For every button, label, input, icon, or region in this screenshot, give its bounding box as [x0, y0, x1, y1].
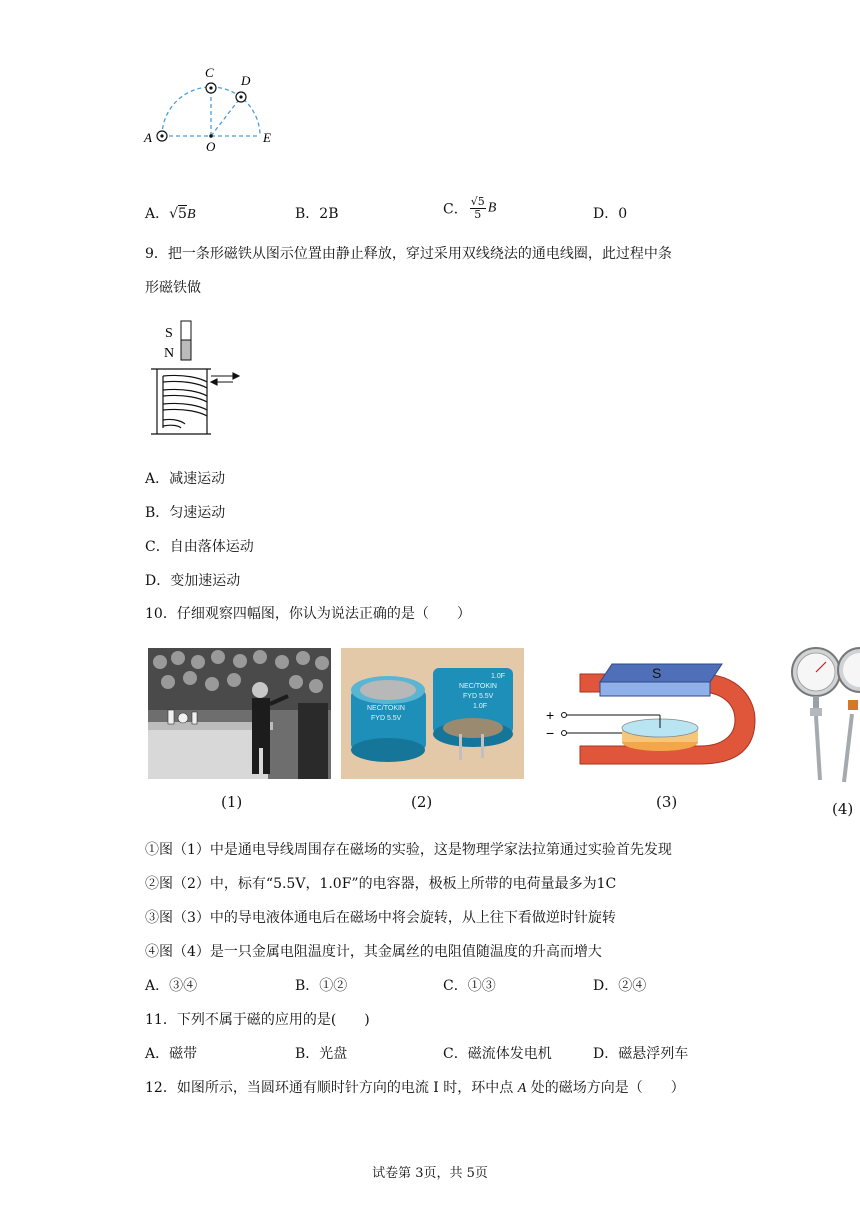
q10-option-c[interactable]: C．①③ [443, 978, 496, 994]
label-d: D [241, 73, 251, 88]
q9-option-b[interactable]: B．匀速运动 [145, 505, 226, 521]
wire-a-symbol [157, 131, 167, 141]
fraction: $\frac{√5}{5}$ [470, 195, 485, 221]
thermometer-right [838, 648, 860, 782]
svg-text:1.0F: 1.0F [473, 703, 488, 710]
q8-option-c[interactable]: C． $\frac{√5}{5}$ B [443, 195, 497, 221]
q10-statement-4: ④图（4）是一只金属电阻温度计，其金属丝的电阻值随温度的升高而增大 [145, 944, 602, 960]
svg-text:FYD 5.5V: FYD 5.5V [371, 715, 402, 722]
wire-c-symbol [206, 83, 216, 93]
q10-caption-4: (4) [832, 800, 854, 818]
point-o [209, 134, 213, 138]
thermometer-left [792, 648, 840, 780]
q10-image-4-thermometers [786, 644, 860, 784]
q11-option-b[interactable]: B．光盘 [295, 1046, 348, 1062]
label-o: O [206, 139, 216, 154]
label-a: A [144, 130, 152, 145]
magnet-s-label: S [165, 326, 173, 341]
q11-option-a[interactable]: A．磁带 [145, 1046, 198, 1062]
q12-stem: 12．如图所示，当圆环通有顺时针方向的电流 I 时，环中点 A 处的磁场方向是（ ） [145, 1080, 685, 1096]
current-arrows [211, 373, 239, 385]
svg-text:FYD 5.5V: FYD 5.5V [463, 693, 494, 700]
q8-figure [140, 62, 290, 157]
q9-stem-line1: 9．把一条形磁铁从图示位置由静止释放，穿过采用双线绕法的通电线圈，此过程中条 [145, 246, 672, 262]
fig3-s-label: S [652, 665, 662, 681]
page-footer: 试卷第 3页，共 5页 [372, 1166, 488, 1181]
q10-caption-1: (1) [221, 793, 243, 811]
q11-option-c[interactable]: C．磁流体发电机 [443, 1046, 552, 1062]
magnet-n-label: N [164, 346, 175, 361]
q8-option-a[interactable]: A．√5B [145, 206, 196, 222]
q10-image-2-capacitors [341, 648, 524, 779]
q10-image-3-liquid-rotation [540, 660, 765, 780]
q10-option-b[interactable]: B．①② [295, 978, 348, 994]
q10-statement-3: ③图（3）中的导电液体通电后在磁场中将会旋转，从上往下看做逆时针旋转 [145, 910, 616, 926]
svg-text:NEC/TOKIN: NEC/TOKIN [367, 705, 405, 712]
q10-stem: 10．仔细观察四幅图，你认为说法正确的是（ ） [145, 606, 471, 622]
wire-d-symbol [236, 92, 246, 102]
magnet-s-pole [181, 321, 191, 340]
q9-option-c[interactable]: C．自由落体运动 [145, 539, 254, 555]
q8-option-b[interactable]: B．2B [295, 206, 339, 222]
q11-stem: 11．下列不属于磁的应用的是( ) [145, 1012, 370, 1028]
svg-text:NEC/TOKIN: NEC/TOKIN [459, 683, 497, 690]
q8-option-d[interactable]: D．0 [593, 206, 628, 222]
minus-terminal: − [546, 725, 555, 741]
q10-image-1-lecture [148, 648, 331, 779]
q10-statement-2: ②图（2）中，标有“5.5V，1.0F”的电容器，极板上所带的电荷量最多为1C [145, 876, 617, 892]
q9-stem-line2: 形磁铁做 [145, 280, 201, 296]
q9-option-a[interactable]: A．减速运动 [145, 471, 226, 487]
magnet-n-pole [181, 340, 191, 360]
label-c: C [205, 65, 214, 80]
coil [151, 369, 211, 434]
q9-option-d[interactable]: D．变加速运动 [145, 573, 241, 589]
q11-option-d[interactable]: D．磁悬浮列车 [593, 1046, 689, 1062]
q10-caption-3: (3) [656, 793, 678, 811]
label-e: E [263, 130, 271, 145]
plus-terminal: + [546, 707, 555, 723]
q10-statement-1: ①图（1）中是通电导线周围存在磁场的实验，这是物理学家法拉第通过实验首先发现 [145, 842, 672, 858]
q9-figure [145, 316, 245, 441]
od-line [211, 97, 241, 136]
svg-text:1.0F: 1.0F [491, 673, 506, 680]
q10-caption-2: (2) [411, 793, 433, 811]
q10-option-d[interactable]: D．②④ [593, 978, 647, 994]
q10-option-a[interactable]: A．③④ [145, 978, 198, 994]
